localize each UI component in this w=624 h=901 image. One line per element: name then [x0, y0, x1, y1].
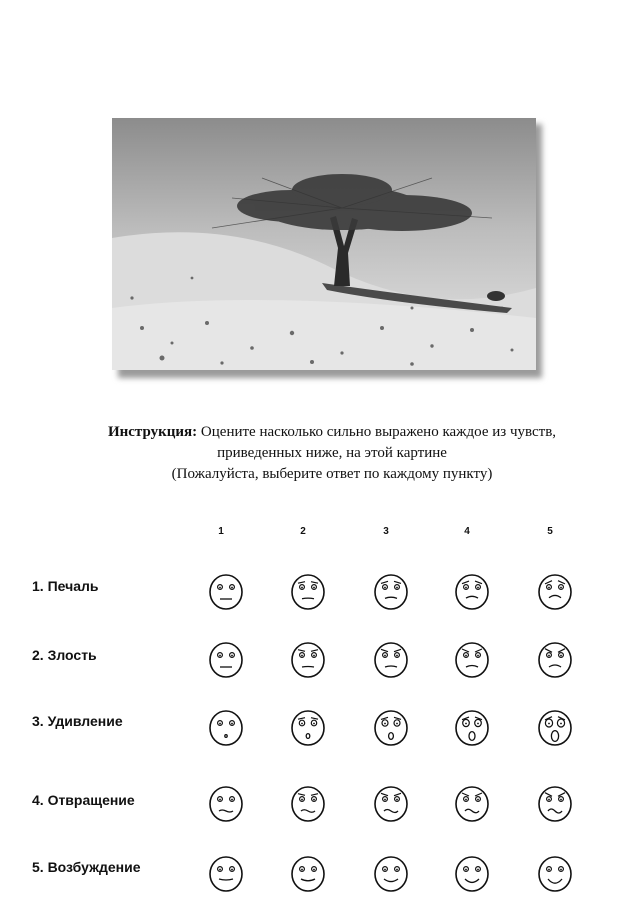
face-pupil: [465, 723, 467, 725]
face-head: [292, 787, 324, 821]
face-pupil: [396, 869, 398, 871]
row-label-sadness: 1. Печаль: [32, 578, 99, 594]
scale-label-4: 4: [464, 526, 470, 537]
face-pupil: [384, 655, 386, 657]
face-disgust-1-icon[interactable]: [207, 780, 245, 824]
face-pupil: [548, 723, 550, 725]
face-head: [539, 711, 571, 745]
face-surprise-3-icon[interactable]: [372, 704, 410, 748]
face-anger-5-icon[interactable]: [536, 636, 574, 680]
face-anger-4-icon[interactable]: [453, 636, 491, 680]
face-pupil: [301, 799, 303, 801]
face-head: [375, 643, 407, 677]
scale-label-2: 2: [300, 526, 306, 537]
face-surprise-1-icon[interactable]: [207, 704, 245, 748]
face-pupil: [465, 869, 467, 871]
face-surprise-3-drawing: [372, 704, 410, 748]
face-sadness-2-drawing: [289, 568, 327, 612]
face-head: [375, 575, 407, 609]
face-head: [456, 857, 488, 891]
row-label-anger: 2. Злость: [32, 647, 97, 663]
face-pupil: [231, 655, 233, 657]
face-pupil: [313, 587, 315, 589]
face-pupil: [465, 655, 467, 657]
face-pupil: [396, 799, 398, 801]
face-excitement-3-icon[interactable]: [372, 850, 410, 894]
face-sadness-4-icon[interactable]: [453, 568, 491, 612]
face-head: [539, 575, 571, 609]
face-pupil: [396, 723, 398, 725]
face-pupil: [219, 655, 221, 657]
face-head: [539, 643, 571, 677]
face-pupil: [301, 723, 303, 725]
face-disgust-5-icon[interactable]: [536, 780, 574, 824]
face-pupil: [548, 799, 550, 801]
face-sadness-1-icon[interactable]: [207, 568, 245, 612]
face-disgust-4-drawing: [453, 780, 491, 824]
face-pupil: [396, 655, 398, 657]
face-pupil: [231, 799, 233, 801]
face-anger-4-drawing: [453, 636, 491, 680]
scale-label-5: 5: [547, 526, 553, 537]
face-disgust-2-drawing: [289, 780, 327, 824]
face-sadness-3-icon[interactable]: [372, 568, 410, 612]
face-head: [292, 643, 324, 677]
instructions-heading: Инструкция:: [107, 424, 198, 440]
face-head: [292, 857, 324, 891]
face-pupil: [219, 799, 221, 801]
face-pupil: [477, 723, 479, 725]
face-pupil: [477, 799, 479, 801]
face-surprise-4-icon[interactable]: [453, 704, 491, 748]
face-sadness-4-drawing: [453, 568, 491, 612]
face-disgust-3-drawing: [372, 780, 410, 824]
face-pupil: [560, 587, 562, 589]
face-surprise-2-drawing: [289, 704, 327, 748]
face-pupil: [313, 723, 315, 725]
face-pupil: [465, 587, 467, 589]
face-pupil: [313, 799, 315, 801]
instructions-line-2: приведенных ниже, на этой картине: [217, 445, 447, 461]
face-head: [292, 711, 324, 745]
face-pupil: [301, 869, 303, 871]
face-pupil: [548, 869, 550, 871]
face-excitement-1-drawing: [207, 850, 245, 894]
instructions-line-1: [40, 422, 624, 443]
face-excitement-5-drawing: [536, 850, 574, 894]
face-pupil: [384, 723, 386, 725]
face-sadness-3-drawing: [372, 568, 410, 612]
face-head: [375, 857, 407, 891]
row-label-surprise: 3. Удивление: [32, 713, 123, 729]
face-excitement-2-drawing: [289, 850, 327, 894]
face-pupil: [560, 723, 562, 725]
face-mouth: [302, 667, 314, 668]
face-head: [210, 711, 242, 745]
face-excitement-3-drawing: [372, 850, 410, 894]
face-head: [456, 787, 488, 821]
face-pupil: [560, 799, 562, 801]
face-disgust-1-drawing: [207, 780, 245, 824]
face-head: [210, 787, 242, 821]
face-anger-3-drawing: [372, 636, 410, 680]
photo-frame: [112, 118, 536, 370]
face-pupil: [477, 655, 479, 657]
face-head: [539, 857, 571, 891]
face-anger-5-drawing: [536, 636, 574, 680]
face-pupil: [313, 869, 315, 871]
face-pupil: [477, 869, 479, 871]
face-sadness-2-icon[interactable]: [289, 568, 327, 612]
row-label-disgust: 4. Отвращение: [32, 792, 135, 808]
face-pupil: [231, 723, 233, 725]
face-sadness-5-drawing: [536, 568, 574, 612]
face-head: [456, 643, 488, 677]
scale-label-1: 1: [218, 526, 224, 537]
face-pupil: [231, 869, 233, 871]
face-pupil: [384, 587, 386, 589]
face-surprise-2-icon[interactable]: [289, 704, 327, 748]
face-pupil: [465, 799, 467, 801]
face-anger-3-icon[interactable]: [372, 636, 410, 680]
face-pupil: [384, 869, 386, 871]
face-anger-1-icon[interactable]: [207, 636, 245, 680]
face-surprise-5-drawing: [536, 704, 574, 748]
face-excitement-1-icon[interactable]: [207, 850, 245, 894]
face-pupil: [384, 799, 386, 801]
face-disgust-3-icon[interactable]: [372, 780, 410, 824]
face-sadness-5-icon[interactable]: [536, 568, 574, 612]
face-head: [456, 575, 488, 609]
face-disgust-5-drawing: [536, 780, 574, 824]
face-head: [292, 575, 324, 609]
face-excitement-4-icon[interactable]: [453, 850, 491, 894]
face-pupil: [231, 587, 233, 589]
face-pupil: [548, 655, 550, 657]
face-surprise-5-icon[interactable]: [536, 704, 574, 748]
instructions: [40, 422, 624, 485]
scale-label-3: 3: [383, 526, 389, 537]
face-head: [375, 787, 407, 821]
face-pupil: [301, 655, 303, 657]
instructions-line-3: (Пожалуйста, выберите ответ по каждому пункту): [171, 466, 493, 482]
face-pupil: [313, 655, 315, 657]
face-anger-1-drawing: [207, 636, 245, 680]
face-pupil: [396, 587, 398, 589]
face-pupil: [560, 655, 562, 657]
face-pupil: [219, 869, 221, 871]
face-excitement-5-icon[interactable]: [536, 850, 574, 894]
face-head: [210, 857, 242, 891]
face-anger-2-icon[interactable]: [289, 636, 327, 680]
face-excitement-2-icon[interactable]: [289, 850, 327, 894]
face-sadness-1-drawing: [207, 568, 245, 612]
face-anger-2-drawing: [289, 636, 327, 680]
face-pupil: [301, 587, 303, 589]
face-pupil: [477, 587, 479, 589]
instructions-text-1: Оцените насколько сильно выражено каждое из чувств,: [200, 424, 557, 440]
face-surprise-1-drawing: [207, 704, 245, 748]
tree-photo: [112, 118, 540, 372]
face-disgust-2-icon[interactable]: [289, 780, 327, 824]
face-surprise-4-drawing: [453, 704, 491, 748]
face-head: [539, 787, 571, 821]
face-pupil: [219, 723, 221, 725]
face-head: [210, 575, 242, 609]
face-pupil: [548, 587, 550, 589]
face-disgust-4-icon[interactable]: [453, 780, 491, 824]
face-head: [210, 643, 242, 677]
face-excitement-4-drawing: [453, 850, 491, 894]
face-mouth: [302, 598, 314, 599]
row-label-excitement: 5. Возбуждение: [32, 859, 141, 875]
face-pupil: [560, 869, 562, 871]
face-pupil: [219, 587, 221, 589]
